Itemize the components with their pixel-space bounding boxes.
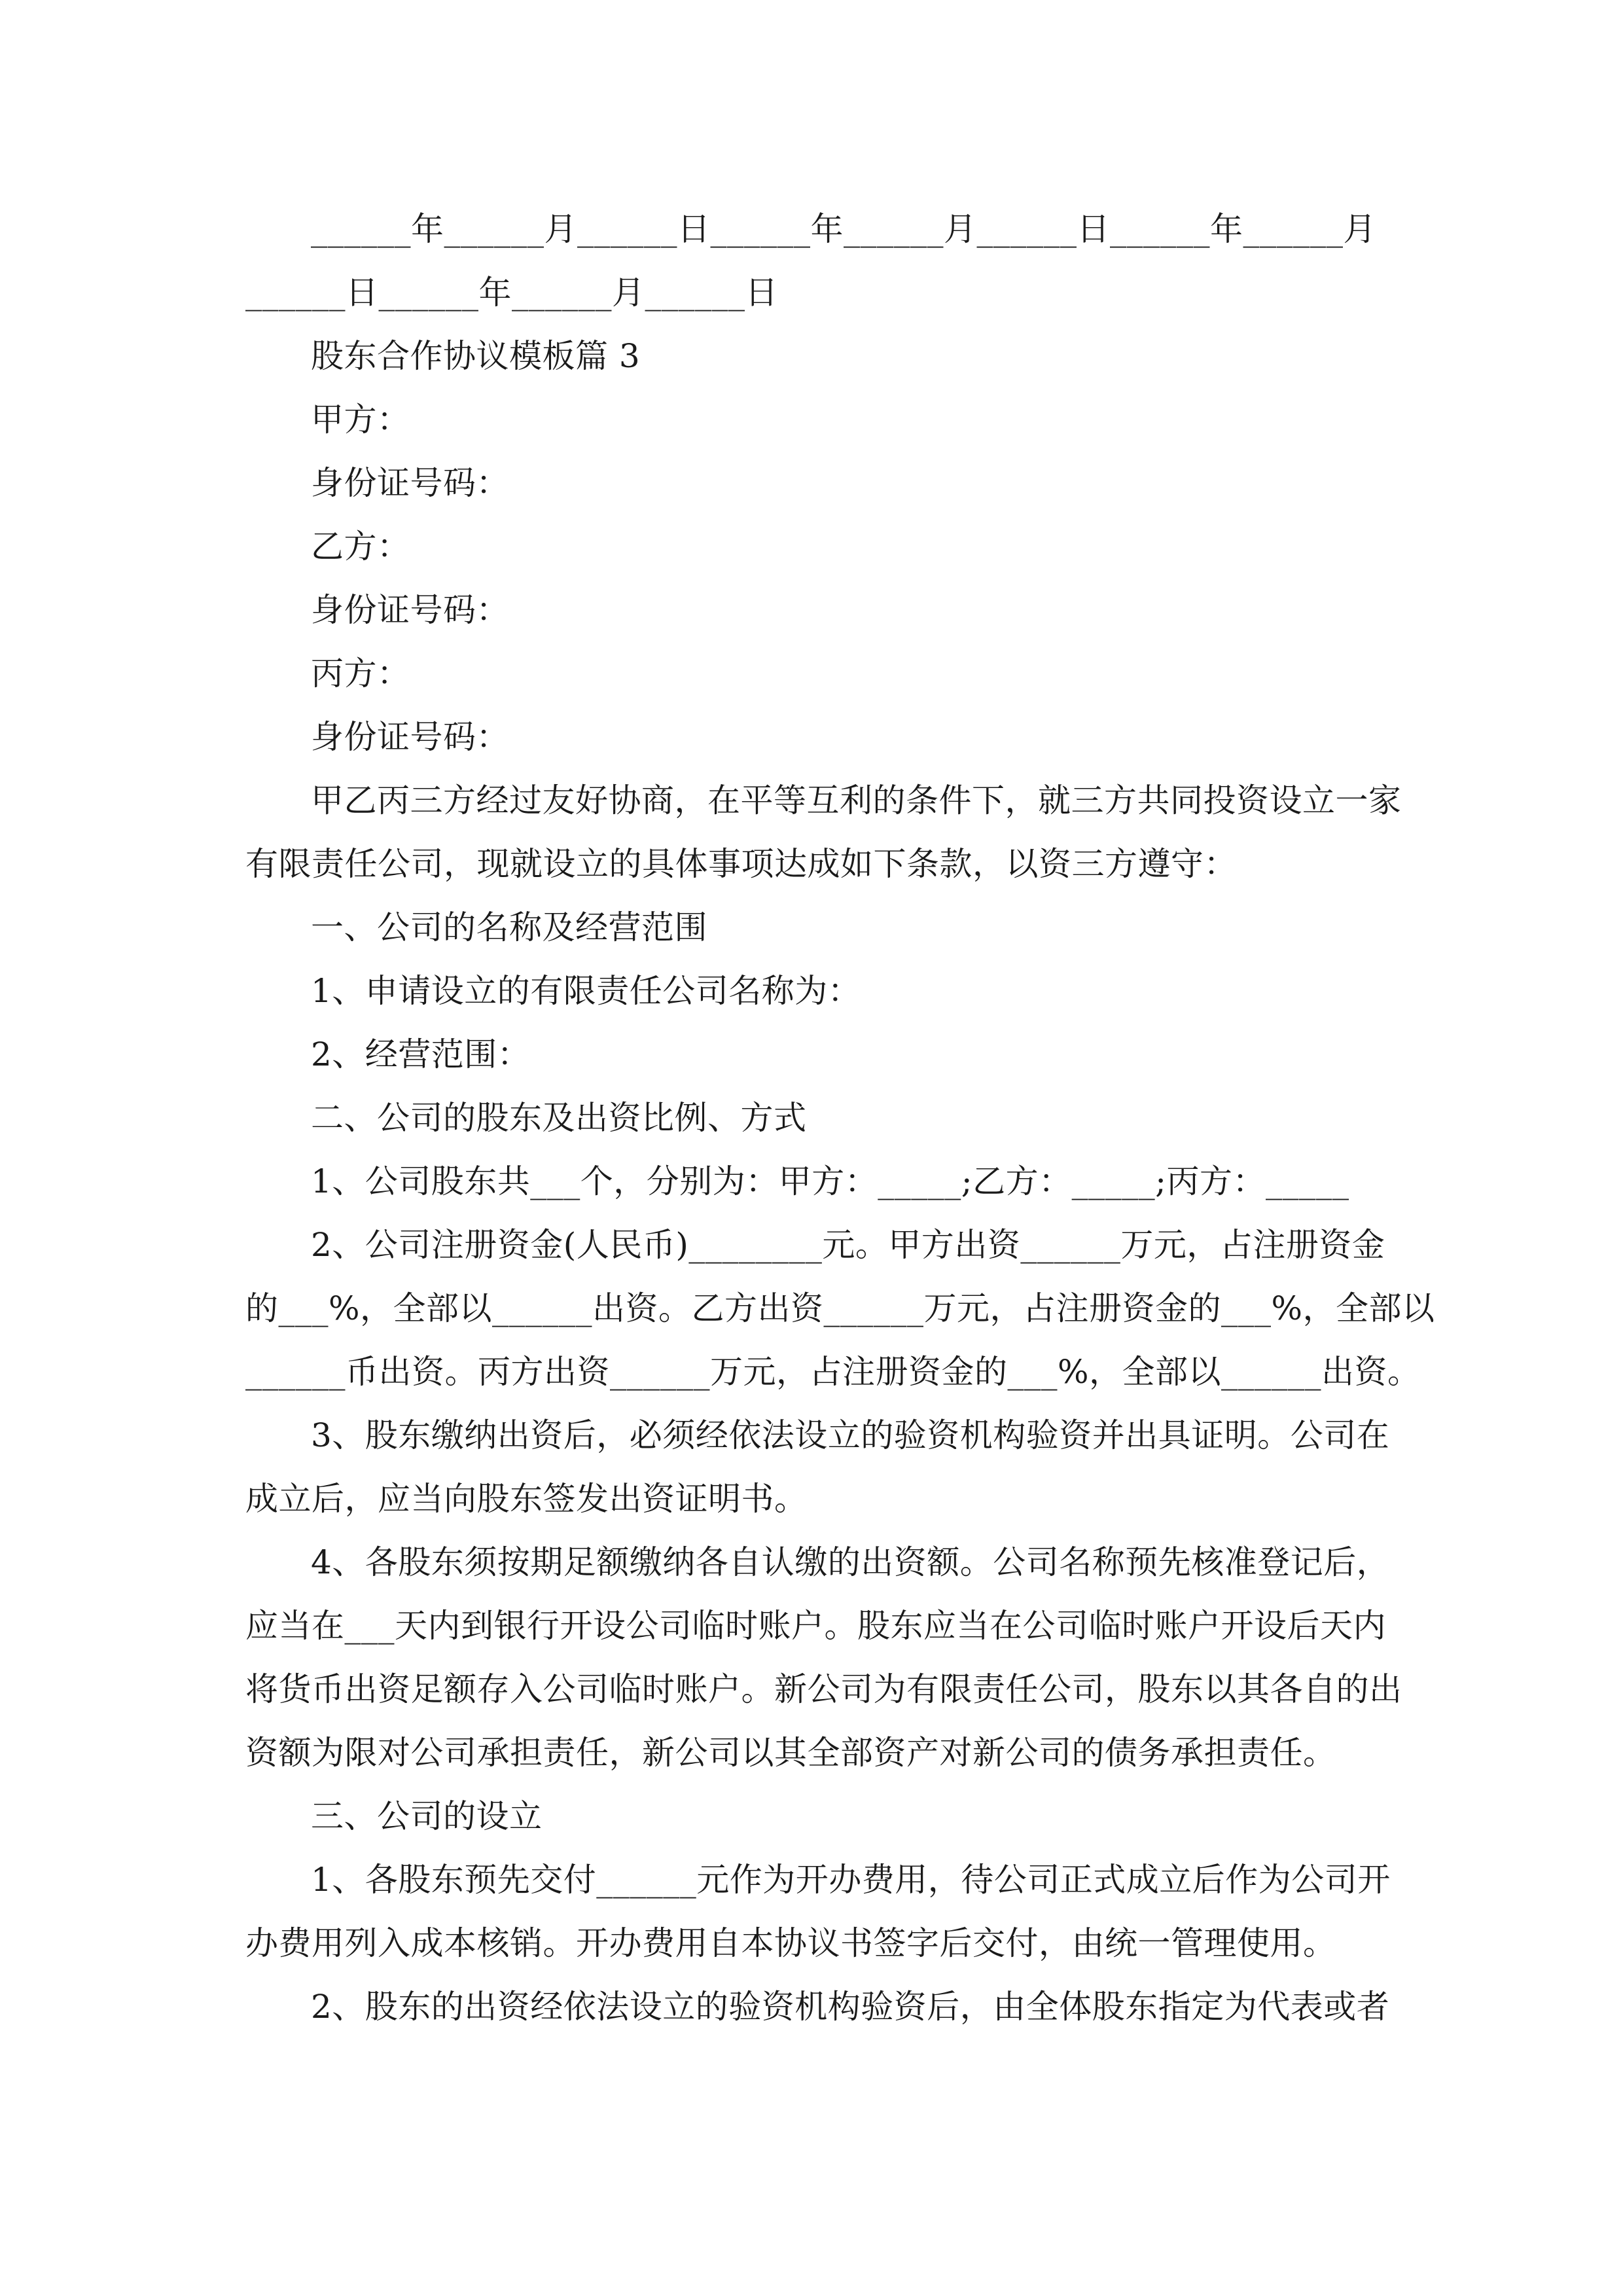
text-line: 一、公司的名称及经营范围 [311, 908, 707, 946]
text-line: 三、公司的设立 [311, 1797, 543, 1835]
text-line: 身份证号码： [311, 718, 509, 756]
text-line: 1、各股东预先交付______元作为开办费用，待公司正式成立后作为公司开 [311, 1861, 1391, 1899]
text-line: 身份证号码： [311, 464, 509, 502]
text-line: 将货币出资足额存入公司临时账户。新公司为有限责任公司，股东以其各自的出 [245, 1670, 1402, 1708]
text-line: 1、公司股东共___个，分别为：甲方：_____;乙方：_____;丙方：_____ [311, 1162, 1349, 1200]
text-line: 应当在___天内到银行开设公司临时账户。股东应当在公司临时账户开设后天内 [245, 1607, 1386, 1645]
text-line: 有限责任公司，现就设立的具体事项达成如下条款，以资三方遵守： [245, 845, 1237, 883]
text-line: ______年______月______日______年______月______日______年______月 [311, 210, 1376, 248]
text-line: 的___%，全部以______出资。乙方出资______万元，占注册资金的___%，全部以 [245, 1289, 1435, 1327]
document-body [245, 198, 1435, 2039]
text-line: 甲乙丙三方经过友好协商，在平等互利的条件下，就三方共同投资设立一家 [311, 781, 1402, 819]
text-line: 2、公司注册资金(人民币)________元。甲方出资______万元，占注册资金 [311, 1226, 1385, 1264]
text-line: 3、股东缴纳出资后，必须经依法设立的验资机构验资并出具证明。公司在 [311, 1416, 1390, 1454]
text-line: 二、公司的股东及出资比例、方式 [311, 1099, 807, 1137]
text-line: 资额为限对公司承担责任，新公司以其全部资产对新公司的债务承担责任。 [245, 1734, 1336, 1772]
text-line: 4、各股东须按期足额缴纳各自认缴的出资额。公司名称预先核准登记后， [311, 1543, 1390, 1581]
text-line: 股东合作协议模板篇 3 [311, 337, 641, 375]
text-line: ______币出资。丙方出资______万元，占注册资金的___%，全部以______出资。 [245, 1353, 1421, 1391]
text-line: ______日______年______月______日 [245, 274, 778, 312]
text-line: 1、申请设立的有限责任公司名称为： [311, 972, 861, 1010]
text-line: 2、股东的出资经依法设立的验资机构验资后，由全体股东指定为代表或者 [311, 1988, 1390, 2026]
text-line: 2、经营范围： [311, 1035, 531, 1073]
text-line: 成立后，应当向股东签发出资证明书。 [245, 1480, 808, 1518]
text-line: 身份证号码： [311, 591, 509, 629]
text-line: 乙方： [311, 528, 410, 565]
text-line: 办费用列入成本核销。开办费用自本协议书签字后交付，由统一管理使用。 [245, 1924, 1336, 1962]
text-line: 丙方： [311, 655, 410, 692]
text-line: 甲方： [311, 401, 410, 439]
